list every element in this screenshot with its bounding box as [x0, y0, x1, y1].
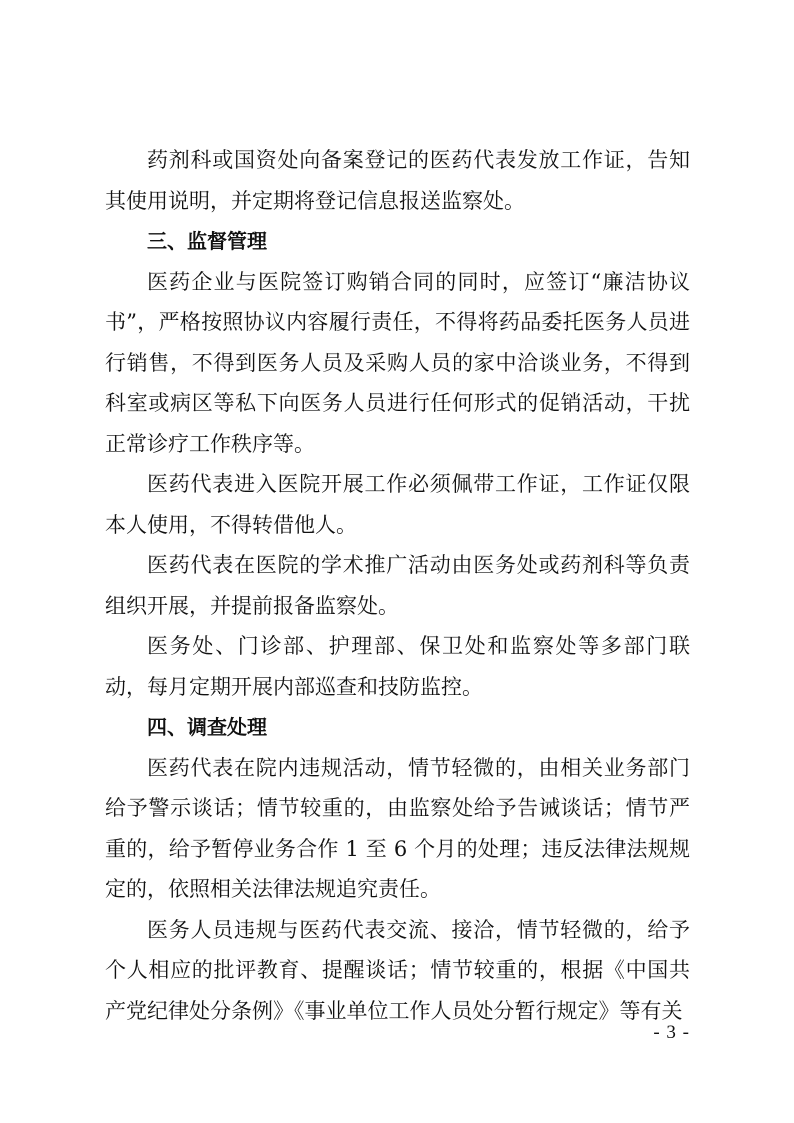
paragraph-academic-promotion: 医药代表在医院的学术推广活动由医务处或药剂科等负责组织开展，并提前报备监察处。 — [105, 553, 690, 618]
paragraph-joint-inspection: 医务处、门诊部、护理部、保卫处和监察处等多部门联动，每月定期开展内部巡查和技防监控。 — [105, 634, 690, 699]
paragraph-wear-permit: 医药代表进入医院开展工作必须佩带工作证，工作证仅限本人使用，不得转借他人。 — [105, 472, 690, 537]
section-heading-supervision: 三、监督管理 — [147, 229, 267, 253]
section-heading-investigation: 四、调查处理 — [147, 715, 267, 739]
page-number: - 3 - — [653, 1022, 690, 1043]
paragraph-work-permit: 药剂科或国资处向备案登记的医药代表发放工作证，告知其使用说明，并定期将登记信息报送监察处。 — [105, 148, 690, 213]
paragraph-rep-violations: 医药代表在院内违规活动，情节轻微的，由相关业务部门给予警示谈话；情节较重的，由监察处给予告诫谈话；情节严重的，给予暂停业务合作 1 至 6 个月的处理；违反法律法规规定的，依照相关法律法规追究责任。 — [105, 755, 690, 901]
paragraph-staff-violations: 医务人员违规与医药代表交流、接洽，情节轻微的，给予个人相应的批评教育、提醒谈话；情节较重的，根据《中国共产党纪律处分条例》《事业单位工作人员处分暂行规定》等有关 — [105, 917, 690, 1023]
paragraph-integrity-agreement: 医药企业与医院签订购销合同的同时，应签订“廉洁协议书”，严格按照协议内容履行责任，不得将药品委托医务人员进行销售，不得到医务人员及采购人员的家中洽谈业务，不得到科室或病区等私下向医务人员进行任何形式的促销活动，干扰正常诊疗工作秩序等。 — [105, 269, 690, 456]
document-body — [105, 140, 690, 1031]
